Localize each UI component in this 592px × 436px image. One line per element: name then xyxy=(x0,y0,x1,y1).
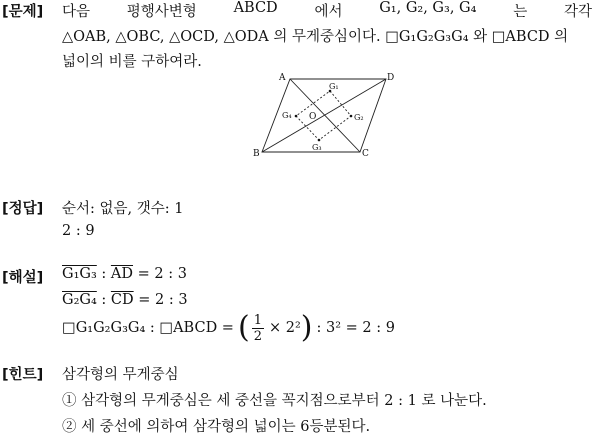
hint-tag: [힌트] xyxy=(2,367,44,383)
problem-line-2: △OAB, △OBC, △OCD, △ODA 의 무게중심이다. □G₁G₂G₃G₄ 와 □ABCD 의 xyxy=(62,29,569,45)
solution-eq-3: □G₁G₂G₃G₄ : □ABCD = ( $\frac{1}{2}$ × 2² ) : 3² = 2 : 9 xyxy=(62,310,395,345)
eq3-lhs: □G₁G₂G₃G₄ : □ABCD = xyxy=(62,320,234,336)
problem-line-1 xyxy=(62,0,592,21)
solution-eq-1 xyxy=(62,266,187,282)
eq-rhs: = 2 : 3 xyxy=(133,292,188,308)
hint-title: 삼각형의 무게중심 xyxy=(62,367,179,383)
label-g3: G₃ xyxy=(312,143,322,152)
problem-word: ABCD xyxy=(233,0,278,16)
eq-rhs: = 2 : 3 xyxy=(133,266,187,282)
solution-eq-2 xyxy=(62,292,188,308)
answer-tag: [정답] xyxy=(2,201,44,217)
label-b: B xyxy=(253,149,260,159)
problem-word: 는 xyxy=(513,4,528,20)
problem-word: 각각 xyxy=(563,4,592,20)
segment-ad: $\overline{AD}$ xyxy=(110,266,134,282)
answer-order-line: 순서: 없음, 갯수: 1 xyxy=(62,201,184,217)
label-d: D xyxy=(387,73,395,83)
diagonal-bd xyxy=(262,79,386,152)
diagonal-ac xyxy=(290,79,360,152)
segment-cd: $\overline{CD}$ xyxy=(110,292,134,308)
label-a: A xyxy=(279,73,286,83)
segment-g2g4: G₂G₄ xyxy=(62,292,97,308)
problem-word: 에서 xyxy=(314,4,343,20)
label-c: C xyxy=(362,149,369,159)
ratio-sep: : xyxy=(96,292,111,308)
hint-item-1: ① 삼각형의 무게중심은 세 중선을 꼭지점으로부터 2 : 1 로 나눈다. xyxy=(62,393,487,409)
fraction-numerator: 1 xyxy=(253,312,262,328)
parallelogram-figure xyxy=(248,68,400,164)
label-g2: G₂ xyxy=(354,113,364,122)
answer-value: 2 : 9 xyxy=(62,223,95,239)
label-o: O xyxy=(309,112,317,122)
ratio-sep: : xyxy=(96,266,111,282)
problem-tag: [문제] xyxy=(2,4,44,20)
label-g4: G₄ xyxy=(282,111,292,120)
eq3-rhs: : 3² = 2 : 9 xyxy=(316,320,395,336)
label-g1: G₁ xyxy=(329,82,339,91)
problem-word: G₁, G₂, G₃, G₄ xyxy=(379,0,477,16)
fraction-one-half xyxy=(252,313,264,344)
problem-word: 다음 xyxy=(62,4,91,20)
hint-item-2: ② 세 중선에 의하여 삼각형의 넓이는 6등분된다. xyxy=(62,419,371,435)
eq3-mid: × 2² xyxy=(268,320,301,336)
problem-word: 평행사변형 xyxy=(126,4,197,20)
segment-g1g3: G₁G₃ xyxy=(62,266,97,282)
problem-line-3: 넓이의 비를 구하여라. xyxy=(62,54,202,70)
solution-tag: [해설] xyxy=(2,270,44,286)
fraction-denominator: 2 xyxy=(253,328,262,344)
